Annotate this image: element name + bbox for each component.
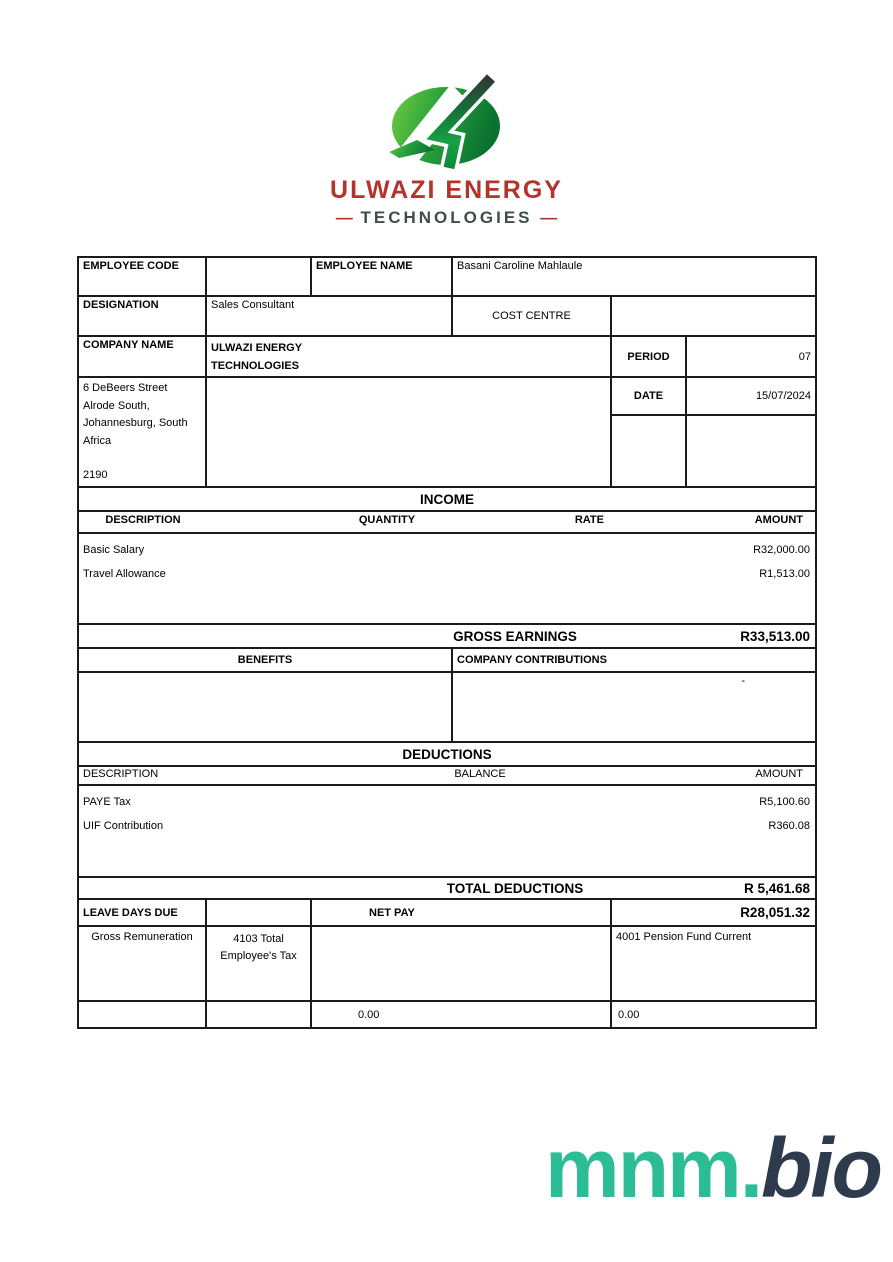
address-line: 6 DeBeers Street — [83, 382, 168, 394]
deduction-item-amount: R5,100.60 — [759, 796, 810, 808]
income-item-amount: R32,000.00 — [753, 544, 810, 556]
deductions-col-amount: AMOUNT — [755, 768, 803, 780]
date-label: DATE — [612, 378, 687, 414]
tagline-word: TECHNOLOGIES — [360, 208, 533, 227]
deductions-body — [79, 786, 815, 878]
pension-total: 0.00 — [618, 1008, 640, 1021]
deduction-item-amount: R360.08 — [768, 820, 810, 832]
income-item-amount: R1,513.00 — [759, 568, 810, 580]
deductions-title: DEDUCTIONS — [402, 746, 492, 762]
deductions-title-row — [79, 743, 815, 767]
deductions-header-row — [79, 767, 815, 786]
income-title: INCOME — [420, 491, 474, 507]
watermark-prefix: mnm. — [545, 1121, 762, 1215]
company-contributions-label: COMPANY CONTRIBUTIONS — [457, 654, 607, 666]
gross-earnings-row — [79, 625, 815, 649]
income-line-item — [79, 538, 815, 562]
company-name-line1: ULWAZI ENERGY — [211, 342, 303, 354]
summary-body-row — [79, 927, 815, 1002]
gross-earnings-label: GROSS EARNINGS — [453, 628, 577, 644]
net-pay-amount: R28,051.32 — [740, 905, 810, 920]
income-body — [79, 534, 815, 625]
date-value: 15/07/2024 — [755, 390, 811, 402]
mnm-bio-watermark — [545, 1121, 881, 1215]
period-value: 07 — [798, 350, 811, 363]
total-deductions-amount: R 5,461.68 — [743, 880, 810, 896]
income-title-row — [79, 488, 815, 512]
deduction-line-item — [79, 790, 815, 814]
designation-row — [79, 297, 815, 337]
benefits-label: BENEFITS — [79, 649, 453, 671]
summary-totals-row — [79, 1002, 815, 1027]
company-name-label: COMPANY NAME — [79, 337, 207, 376]
company-name-value — [207, 337, 612, 376]
cost-centre-label: COST CENTRE — [453, 297, 612, 335]
company-tagline — [336, 208, 557, 228]
net-pay-total: 0.00 — [312, 1002, 612, 1027]
designation-value: Sales Consultant — [207, 297, 453, 335]
company-contributions-value: - — [741, 675, 745, 687]
income-item-description: Travel Allowance — [83, 568, 166, 580]
income-col-rate: RATE — [574, 514, 604, 526]
date-block — [612, 378, 815, 486]
benefits-header-row — [79, 649, 815, 673]
employees-tax-label: 4103 Total Employee's Tax — [207, 927, 312, 1000]
date-row — [612, 378, 815, 416]
pension-fund-label: 4001 Pension Fund Current — [616, 931, 752, 943]
designation-label: DESIGNATION — [79, 297, 207, 335]
income-line-item — [79, 562, 815, 586]
deduction-line-item — [79, 814, 815, 838]
deductions-col-description: DESCRIPTION — [83, 768, 159, 780]
employee-code-label: EMPLOYEE CODE — [79, 258, 207, 295]
employee-code-value — [207, 258, 312, 295]
leave-days-due-value — [207, 900, 312, 925]
benefits-body-row — [79, 673, 815, 743]
address-line: Alrode South, — [83, 399, 150, 412]
address-postal: 2190 — [83, 468, 108, 481]
net-pay-detail-cell — [312, 927, 612, 1000]
deduction-item-description: PAYE Tax — [83, 796, 131, 808]
company-name-line2: TECHNOLOGIES — [211, 360, 300, 372]
total-deductions-label: TOTAL DEDUCTIONS — [446, 880, 584, 896]
gross-remuneration-label: Gross Remuneration — [79, 927, 207, 1000]
company-address — [79, 378, 207, 486]
total-deductions-row — [79, 878, 815, 900]
gross-earnings-amount: R33,513.00 — [740, 628, 810, 644]
employee-row — [79, 258, 815, 297]
address-line: Johannesburg, South — [83, 417, 188, 429]
address-spacer-cell — [207, 378, 612, 486]
payslip-table — [77, 256, 817, 1029]
employee-name-value: Basani Caroline Mahlaule — [457, 260, 583, 272]
date-empty-row — [612, 416, 815, 486]
net-pay-row — [79, 900, 815, 927]
address-line: Africa — [83, 434, 112, 447]
employee-name-label: EMPLOYEE NAME — [312, 258, 453, 295]
company-name-logo-text: ULWAZI ENERGY — [330, 176, 563, 204]
income-item-description: Basic Salary — [83, 544, 145, 556]
empty-cell — [687, 416, 815, 486]
benefits-value — [79, 673, 453, 741]
cost-centre-value — [612, 297, 815, 335]
leave-days-due-label: LEAVE DAYS DUE — [79, 900, 207, 925]
empty-cell — [612, 416, 687, 486]
income-col-description: DESCRIPTION — [105, 514, 181, 526]
energy-bolt-logo-icon — [379, 74, 514, 172]
period-label: PERIOD — [612, 337, 687, 376]
deduction-item-description: UIF Contribution — [83, 820, 164, 832]
watermark-suffix: bio — [761, 1121, 881, 1215]
tagline-left-dash: — — [335, 208, 353, 227]
income-col-quantity: QUANTITY — [358, 514, 416, 526]
empty-cell — [79, 1002, 207, 1027]
net-pay-label: NET PAY — [312, 900, 612, 925]
tagline-right-dash: — — [540, 208, 558, 227]
company-logo-block — [0, 74, 893, 228]
empty-cell — [207, 1002, 312, 1027]
deductions-col-balance: BALANCE — [454, 768, 506, 780]
address-date-row — [79, 378, 815, 488]
income-col-amount: AMOUNT — [754, 514, 803, 526]
company-row — [79, 337, 815, 378]
income-header-row — [79, 512, 815, 534]
